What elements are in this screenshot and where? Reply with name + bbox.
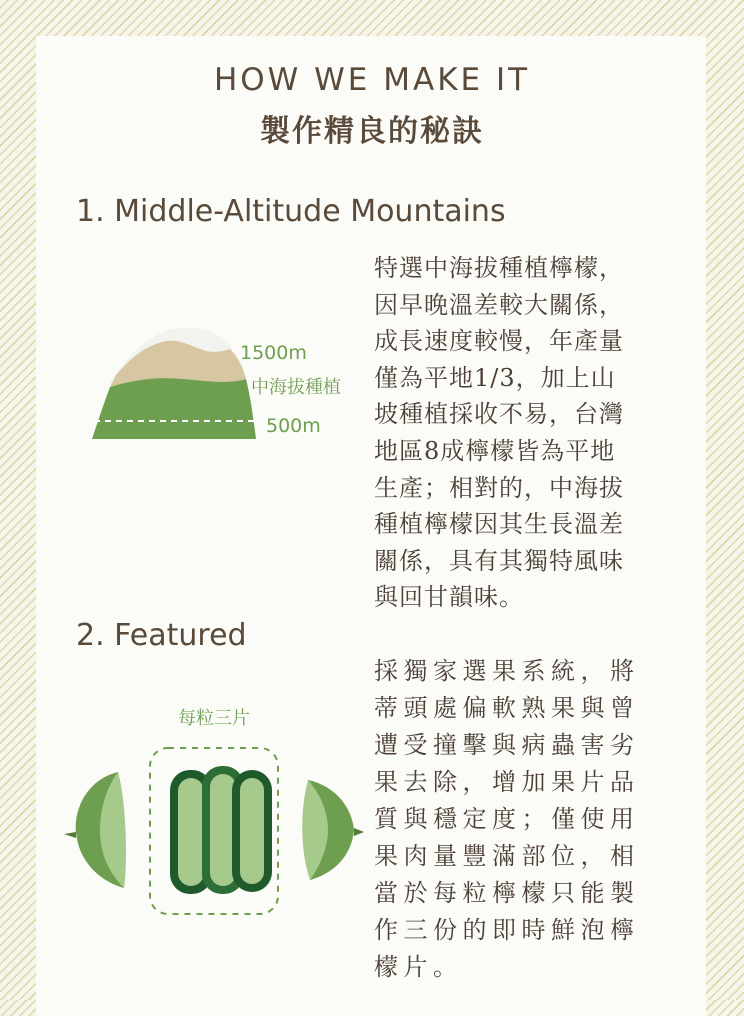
body-line: 成長速度較慢，年產量 (374, 327, 624, 356)
body-line: 僅為平地1/3，加上山 (374, 363, 616, 392)
section-1-body (374, 250, 674, 616)
mountain-lower-band (92, 378, 256, 439)
section-2-title: 2. Featured (76, 618, 247, 653)
altitude-high-label: 1500m (240, 342, 307, 364)
section-2-body (374, 653, 674, 986)
body-line: 坡種植採收不易，台灣 (374, 400, 624, 429)
section-1-title: 1. Middle-Altitude Mountains (76, 194, 506, 229)
body-line: 種植檸檬因其生長溫差 (374, 510, 624, 539)
body-line: 果去除，增加果片品 (374, 768, 640, 796)
page-title-chinese: 製作精良的秘訣 (260, 114, 484, 149)
body-line: 採獨家選果系統，將 (374, 657, 640, 685)
altitude-low-label: 500m (266, 415, 321, 437)
body-line: 與回甘韻味。 (374, 583, 524, 612)
lemon-slices-diagram (56, 700, 376, 940)
mountain-altitude-diagram (88, 325, 378, 445)
altitude-zone-label: 中海拔種植 (251, 377, 341, 398)
body-line: 果肉量豐滿部位，相 (374, 842, 640, 870)
body-line: 檬片。 (374, 953, 463, 981)
slices-caption: 每粒三片 (178, 708, 250, 729)
body-line: 因早晚溫差較大關係， (374, 290, 624, 319)
body-line: 地區8成檸檬皆為平地 (374, 436, 616, 465)
body-line: 關係，具有其獨特風味 (374, 546, 624, 575)
body-line: 生產；相對的，中海拔 (374, 473, 624, 502)
lemon-end-right (302, 780, 364, 880)
page-title-english: HOW WE MAKE IT (213, 62, 531, 98)
lemon-end-left (64, 772, 126, 888)
body-line: 遭受撞擊與病蟲害劣 (374, 731, 640, 759)
body-line: 作三份的即時鮮泡檸 (374, 916, 640, 944)
lemon-slice-3 (232, 770, 272, 892)
body-line: 質與穩定度；僅使用 (374, 805, 640, 833)
body-line: 蒂頭處偏軟熟果與曾 (374, 694, 640, 722)
body-line: 當於每粒檸檬只能製 (374, 879, 640, 907)
body-line: 特選中海拔種植檸檬， (374, 254, 624, 282)
